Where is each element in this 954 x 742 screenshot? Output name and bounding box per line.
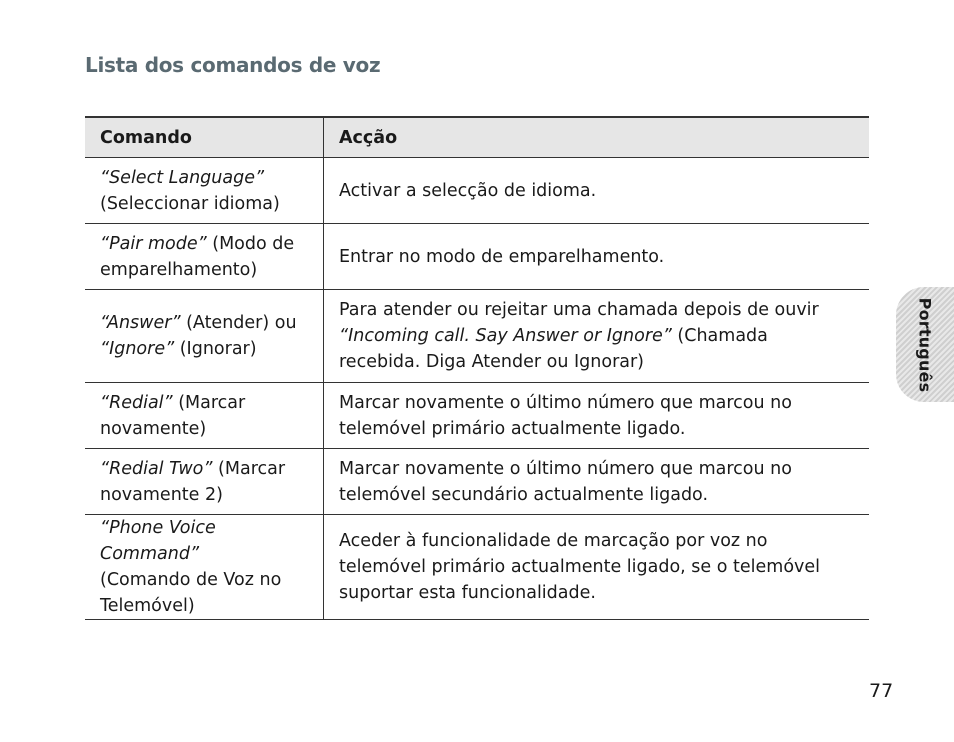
command-translation-second: (Ignorar): [174, 339, 257, 359]
column-header-command: Comando: [85, 117, 324, 158]
action-cell: Marcar novamente o último número que marcou no telemóvel primário actualmente ligado.: [324, 383, 870, 449]
page-heading: Lista dos comandos de voz: [85, 53, 381, 77]
action-cell: Entrar no modo de emparelhamento.: [324, 224, 870, 290]
command-translation: (Modo de emparelhamento): [100, 233, 295, 280]
table-row: [85, 515, 869, 620]
action-cell: Marcar novamente o último número que marcou no telemóvel secundário actualmente ligado.: [324, 449, 870, 515]
command-quoted: “Select Language”: [100, 167, 265, 188]
command-cell: [85, 515, 324, 620]
table-row: [85, 383, 869, 449]
voice-commands-table: [85, 116, 869, 620]
action-text: Para atender ou rejeitar uma chamada depois de ouvir: [339, 300, 819, 320]
action-cell: [324, 290, 870, 383]
command-quoted: “Redial Two”: [100, 458, 213, 479]
action-quoted: “Incoming call. Say Answer or Ignore”: [339, 326, 672, 346]
language-tab-label: Português: [915, 297, 935, 393]
command-cell: [85, 383, 324, 449]
command-quoted: “Answer”: [100, 313, 181, 333]
column-header-action: Acção: [324, 117, 870, 158]
command-quoted: “Redial”: [100, 392, 173, 413]
command-translation: (Comando de Voz no Telemóvel): [100, 570, 282, 616]
table-header-row: [85, 117, 869, 158]
table-row: [85, 158, 869, 224]
command-quoted-second: “Ignore”: [100, 339, 175, 359]
command-cell: [85, 290, 324, 383]
command-quoted: “Phone Voice Command”: [100, 518, 216, 564]
command-cell: [85, 158, 324, 224]
command-translation: (Atender) ou: [180, 313, 297, 333]
action-cell: Aceder à funcionalidade de marcação por voz no telemóvel primário actualmente ligado, se o telemóvel suportar esta funcionalidade.: [324, 515, 870, 620]
table-row: [85, 449, 869, 515]
table-row: [85, 290, 869, 383]
page-number: 77: [869, 680, 894, 702]
command-cell: [85, 224, 324, 290]
action-text-rest: (Chamada recebida. Diga Atender ou Ignorar): [339, 326, 768, 372]
table-row: [85, 224, 869, 290]
command-translation: (Seleccionar idioma): [100, 193, 280, 214]
command-translation: (Marcar novamente 2): [100, 458, 286, 505]
command-quoted: “Pair mode”: [100, 233, 207, 254]
command-translation: (Marcar novamente): [100, 392, 246, 439]
action-cell: Activar a selecção de idioma.: [324, 158, 870, 224]
command-cell: [85, 449, 324, 515]
